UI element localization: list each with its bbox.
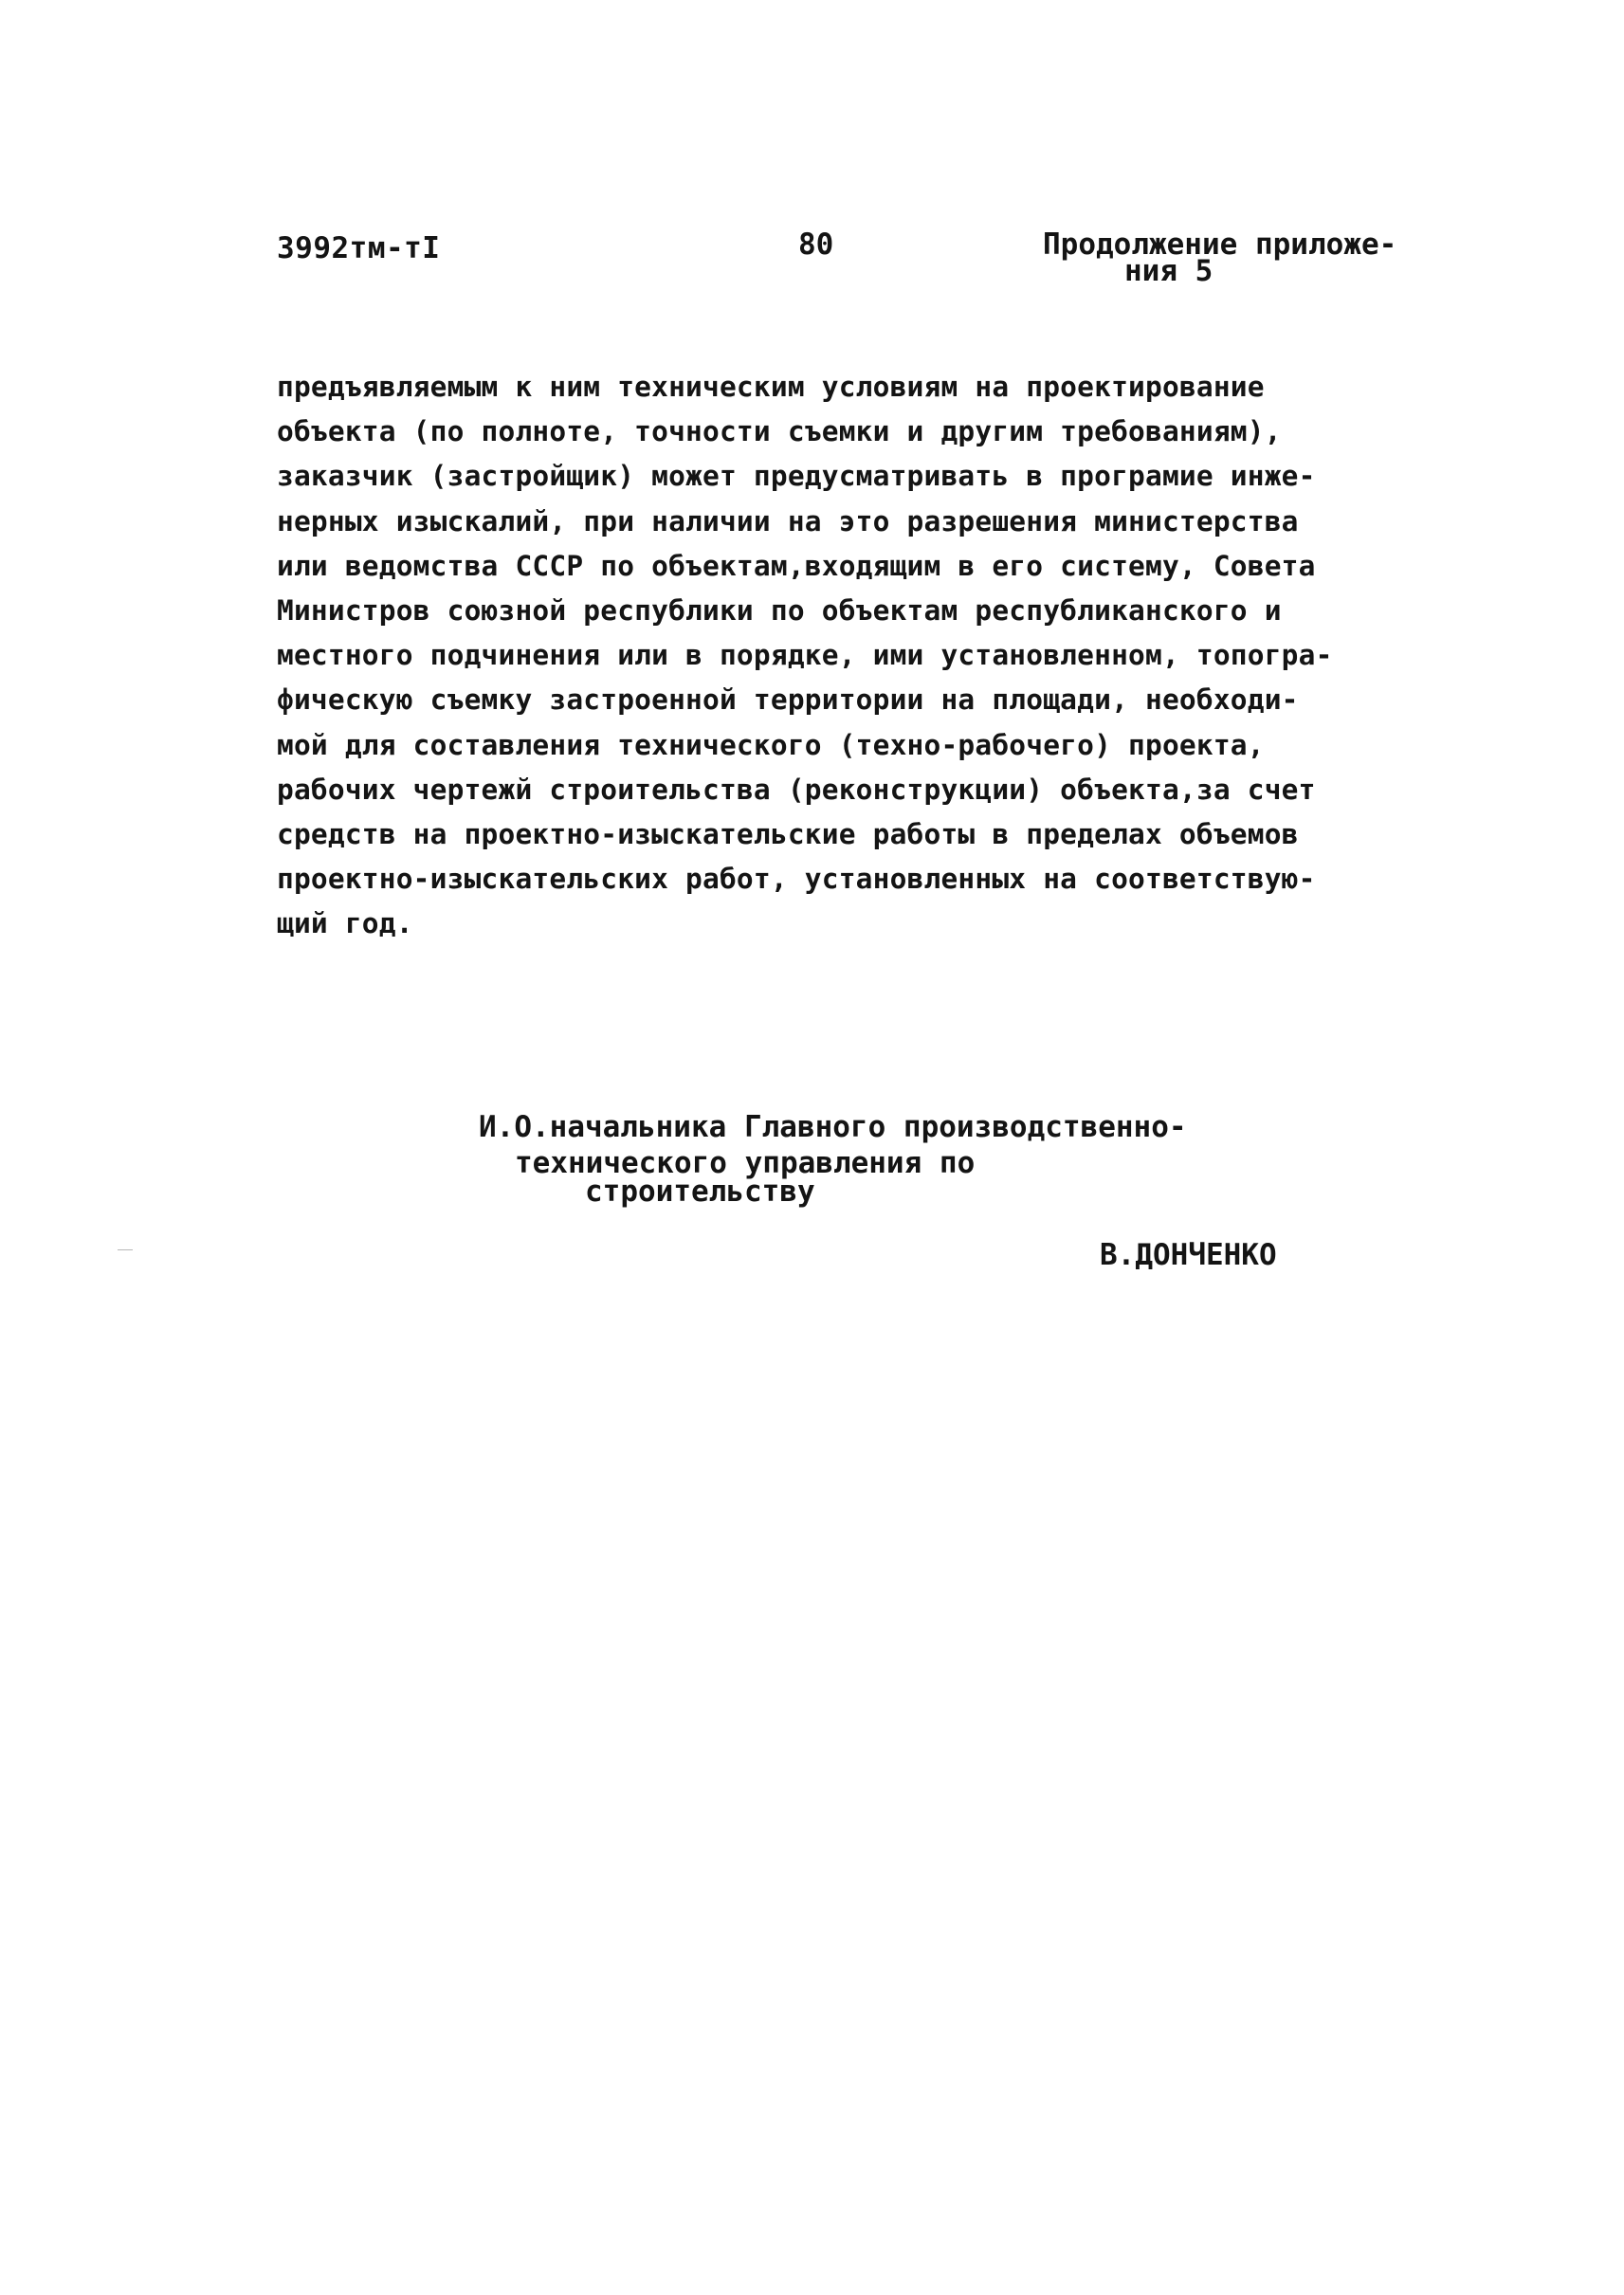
body-line: нерных изыскалий, при наличии на это разрешения министерства <box>277 504 1299 537</box>
body-line: объекта (по полноте, точности съемки и другим требованиям), <box>277 415 1282 448</box>
signer-title-line-3: строительству <box>585 1175 815 1209</box>
signer-title-line-2: технического управления по <box>515 1146 976 1180</box>
body-line: Министров союзной республики по объектам республиканского и <box>277 594 1282 628</box>
signature-block <box>479 1109 1187 1209</box>
body-line: местного подчинения или в порядке, ими установленном, топогра- <box>277 639 1333 672</box>
body-line: или ведомства СССР по объектам,входящим в его систему, Совета <box>277 549 1316 582</box>
body-line: средств на проектно-изыскательские работы в пределах объемов <box>277 818 1299 851</box>
body-line: щий год. <box>277 907 413 940</box>
body-paragraph <box>277 365 1414 947</box>
scan-artifact-mark <box>118 1249 133 1250</box>
body-line: предъявляемым к ним техническим условиям на проектирование <box>277 371 1265 403</box>
signer-name: В.ДОНЧЕНКО <box>1100 1238 1277 1272</box>
body-line: проектно-изыскательских работ, установленных на соответствую- <box>277 863 1316 896</box>
continuation-line-1: Продолжение приложе- <box>1043 228 1397 262</box>
body-line: рабочих чертежй строительства (реконструкции) объекта,за счет <box>277 773 1316 806</box>
body-line: заказчик (застройщик) может предусматривать в програмие инже- <box>277 460 1316 493</box>
signer-title-line-1: И.О.начальника Главного производственно- <box>479 1110 1187 1144</box>
body-line: фическую съемку застроенной территории на площади, необходи- <box>277 683 1299 717</box>
body-line: мой для составления технического (техно-рабочего) проекта, <box>277 728 1265 761</box>
document-code: 3992тм-тI <box>277 231 441 265</box>
appendix-continuation-note <box>1043 228 1397 288</box>
page-number: 80 <box>798 228 834 262</box>
continuation-line-2: ния 5 <box>1124 254 1213 288</box>
